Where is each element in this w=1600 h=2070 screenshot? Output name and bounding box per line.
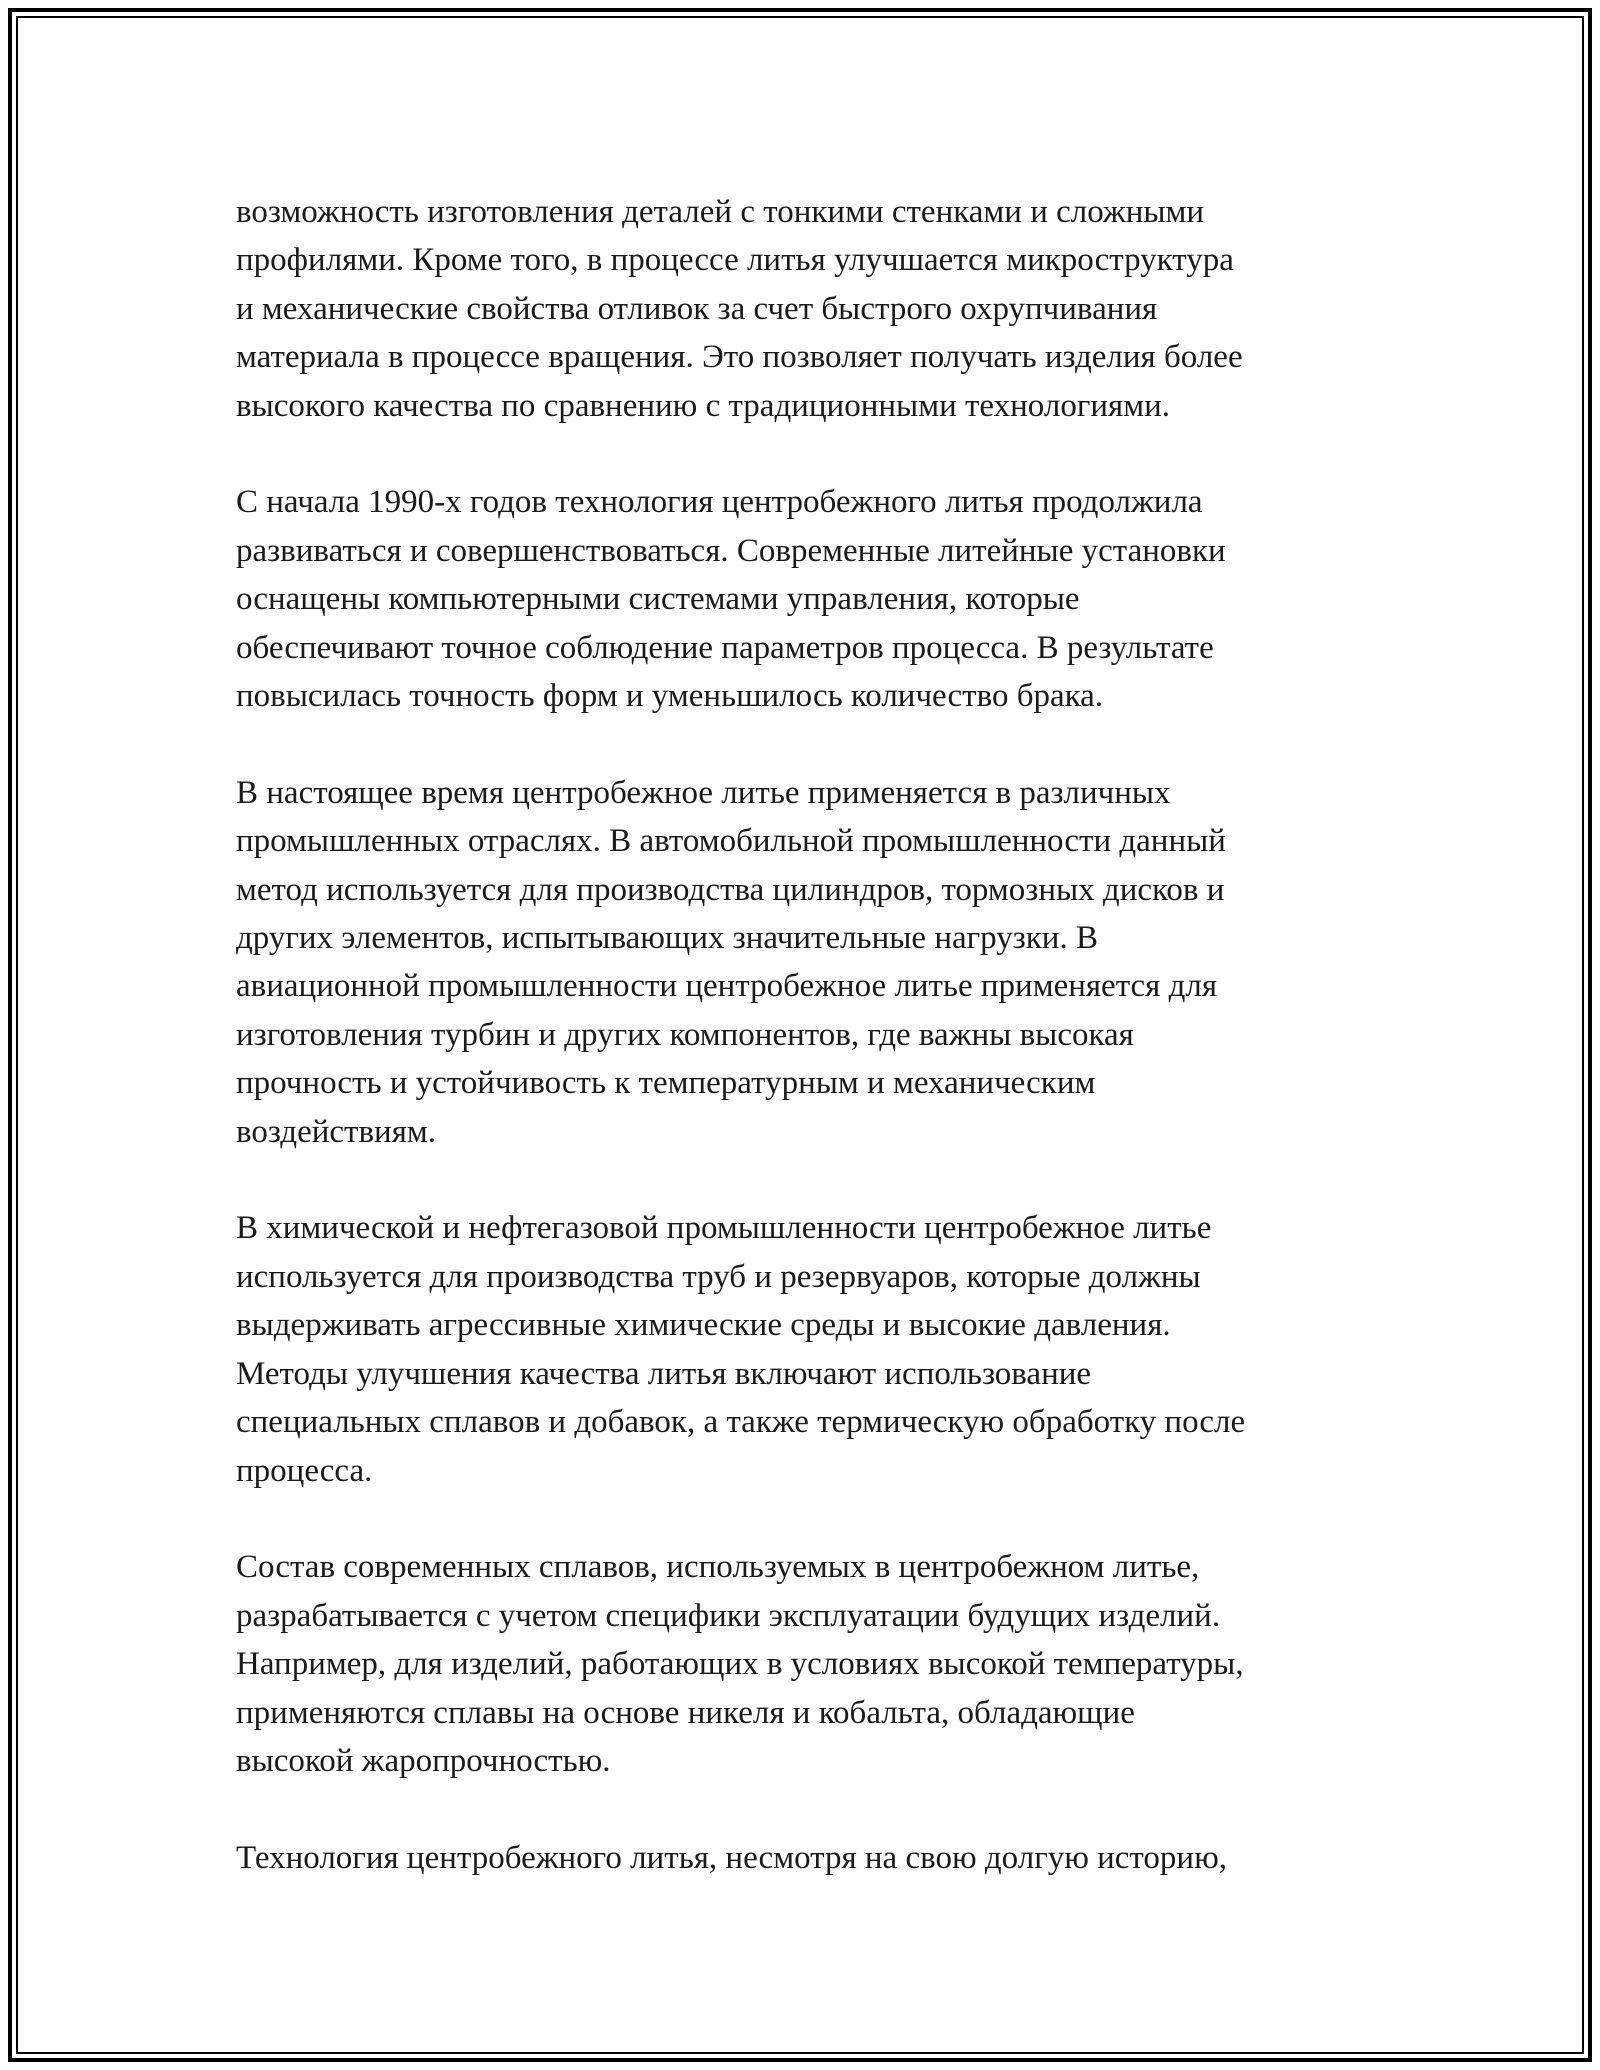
document-body xyxy=(236,188,1376,1931)
paragraph: Технология центробежного литья, несмотря на свою долгую историю, xyxy=(236,1839,1227,1876)
paragraph: Состав современных сплавов, используемых в центробежном литье, разрабатывается с учетом специфики эксплуатации будущих изделий. Например, для изделий, работающих в условиях высокой температуры, применяются сплавы на основе никеля и кобальта, обладающие высокой жаропрочностью. xyxy=(236,1549,1244,1779)
paragraph: С начала 1990-х годов технология центробежного литья продолжила развиваться и совершенствоваться. Современные литейные установки оснащены компьютерными системами управления, которые обеспечивают точное соблюдение параметров процесса. В результате повысилась точность форм и уменьшилось количество брака. xyxy=(236,484,1226,715)
paragraph: возможность изготовления деталей с тонкими стенками и сложными профилями. Кроме того, в процессе литья улучшается микроструктура и механические свойства отливок за счет быстрого охрупчивания материала в процессе вращения. Это позволяет получать изделия более высокого качества по сравнению с традиционными технологиями. xyxy=(236,194,1243,424)
paragraph: В настоящее время центробежное литье применяется в различных промышленных отраслях. В автомобильной промышленности данный метод используется для производства цилиндров, тормозных дисков и других элементов, испытывающих значительные нагрузки. В авиационной промышленности центробежное литье применяется для изготовления турбин и других компонентов, где важны высокая прочность и устойчивость к температурным и механическим воздействиям. xyxy=(236,774,1226,1150)
paragraph: В химической и нефтегазовой промышленности центробежное литье используется для производства труб и резервуаров, которые должны выдерживать агрессивные химические среды и высокие давления. Методы улучшения качества литья включают использование специальных сплавов и добавок, а также термическую обработку после процесса. xyxy=(236,1210,1246,1489)
